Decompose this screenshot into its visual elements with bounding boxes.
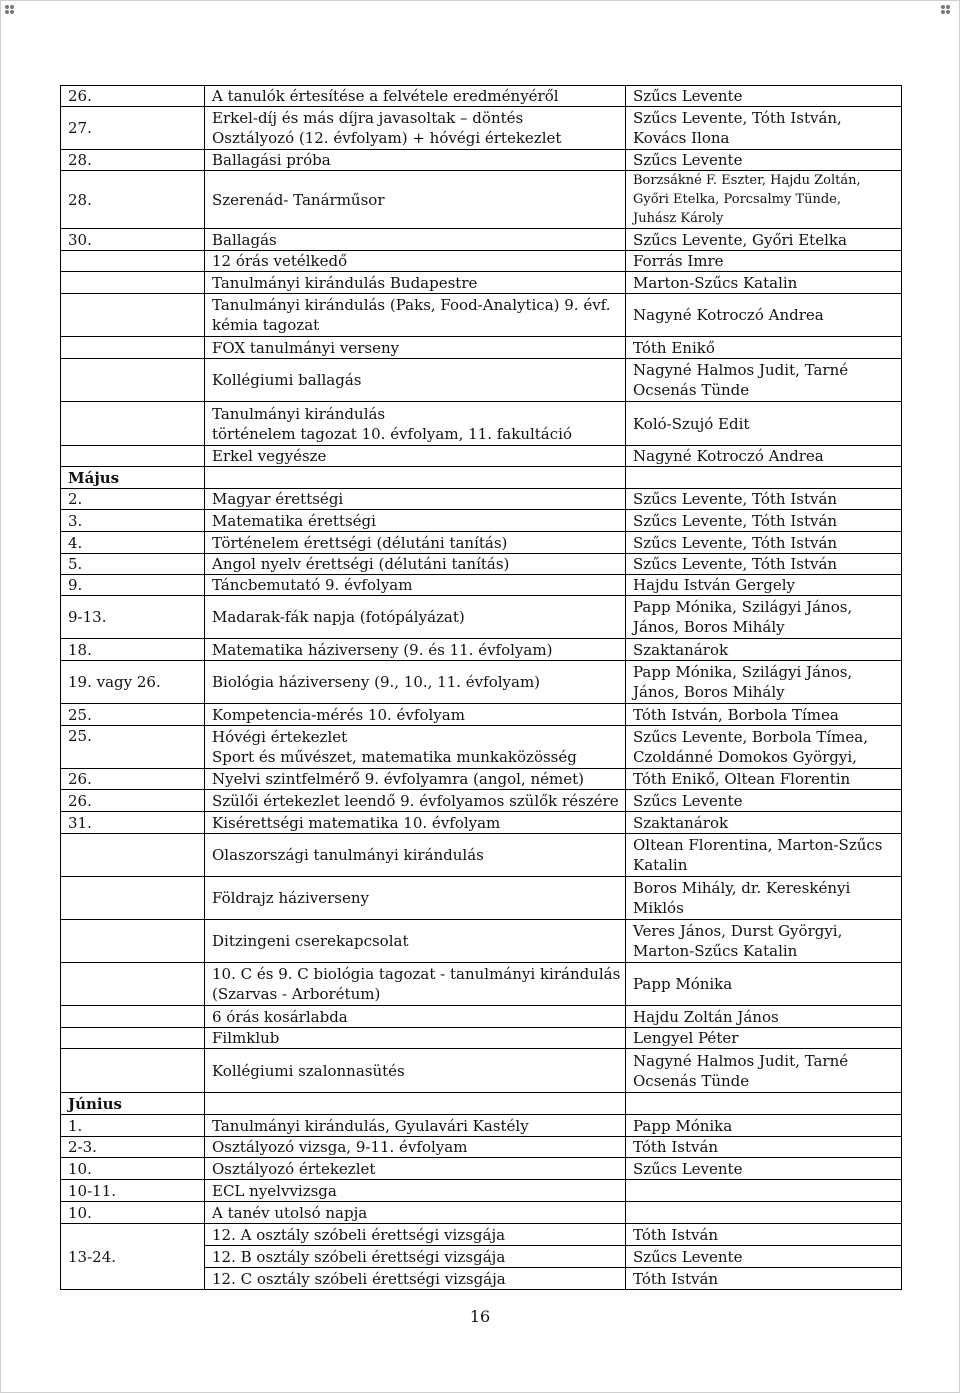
event-cell [205, 575, 626, 596]
responsible-cell [626, 86, 902, 107]
responsible-cell-line: Lengyel Péter [633, 1029, 739, 1047]
event-cell [205, 963, 626, 1006]
table-row [61, 171, 902, 229]
responsible-cell-line: Győri Etelka, Porcsalmy Tünde, [633, 192, 842, 207]
event-cell-line: Tanulmányi kirándulás Budapestre [212, 273, 478, 292]
responsible-cell-line: Szaktanárok [633, 813, 729, 832]
responsible-cell-line: Kovács Ilona [633, 129, 730, 147]
table-row [61, 359, 902, 402]
responsible-cell [626, 877, 902, 920]
responsible-cell [626, 532, 902, 554]
event-cell-line: ECL nyelvvizsga [212, 1181, 337, 1200]
table-row [61, 834, 902, 877]
responsible-cell-line: Hajdu István Gergely [633, 576, 795, 594]
responsible-cell [626, 446, 902, 467]
event-cell-line: Erkel vegyésze [212, 447, 327, 465]
responsible-cell-line: Papp Mónika, Szilágyi János, [633, 663, 853, 681]
responsible-cell-line: Veres János, Durst Györgyi, [633, 922, 843, 940]
table-row [61, 575, 902, 596]
event-cell [205, 1180, 626, 1202]
responsible-cell-line: Forrás Imre [633, 252, 724, 270]
responsible-cell [626, 1006, 902, 1028]
event-cell [205, 86, 626, 107]
responsible-cell [626, 920, 902, 963]
event-cell-line: Olaszországi tanulmányi kirándulás [212, 846, 484, 864]
date-cell: 28. [61, 171, 205, 229]
date-cell: 27. [61, 107, 205, 150]
date-cell [61, 251, 205, 272]
responsible-cell [626, 272, 902, 294]
responsible-cell-line: Miklós [633, 899, 684, 917]
responsible-cell-line: Szűcs Levente [633, 791, 743, 810]
event-cell-line: 10. C és 9. C biológia tagozat - tanulmányi kirándulás [212, 965, 621, 983]
responsible-cell [626, 790, 902, 812]
table-row [61, 532, 902, 554]
responsible-cell: Tóth István [626, 1224, 902, 1246]
responsible-cell-line: Papp Mónika [633, 1116, 733, 1135]
responsible-cell-line: Ocsenás Tünde [633, 381, 750, 399]
table-row [61, 1202, 902, 1224]
event-cell-line: Kollégiumi szalonnasütés [212, 1061, 405, 1080]
date-cell [61, 877, 205, 920]
corner-mark-icon [941, 5, 955, 19]
event-cell [205, 596, 626, 639]
event-cell [205, 402, 626, 446]
table-row [61, 661, 902, 704]
event-cell [205, 920, 626, 963]
event-cell [205, 769, 626, 790]
event-cell-line: Filmklub [212, 1029, 280, 1047]
responsible-cell-line: Szűcs Levente, Tóth István [633, 490, 838, 508]
table-row [61, 294, 902, 337]
table-row [61, 639, 902, 661]
event-cell [205, 489, 626, 510]
event-cell [205, 704, 626, 726]
table-row [61, 107, 902, 150]
event-cell [205, 150, 626, 171]
table-row [61, 812, 902, 834]
date-cell: 10. [61, 1202, 205, 1224]
event-cell-line: Szülői értekezlet leendő 9. évfolyamos szülők részére [212, 791, 619, 810]
event-cell-line: Magyar érettségi [212, 490, 344, 508]
date-cell: 26. [61, 86, 205, 107]
page-number: 16 [469, 1307, 491, 1326]
event-cell-line: Matematika háziverseny (9. és 11. évfolyam) [212, 640, 553, 659]
event-cell-line: A tanulók értesítése a felvétele eredményéről [212, 87, 559, 105]
responsible-cell-line: Nagyné Halmos Judit, Tarné [633, 1051, 849, 1070]
responsible-cell-line: Tóth Enikő [633, 338, 715, 357]
date-cell: 2-3. [61, 1137, 205, 1158]
event-cell [205, 1006, 626, 1028]
month-header-row [61, 1093, 902, 1115]
event-cell [205, 877, 626, 920]
event-cell-line: Madarak-fák napja (fotópályázat) [212, 608, 465, 626]
date-cell: 28. [61, 150, 205, 171]
date-cell [61, 272, 205, 294]
schedule-table-body [61, 86, 902, 1290]
date-cell: 13-24. [61, 1224, 205, 1290]
responsible-cell-line: János, Boros Mihály [633, 683, 785, 701]
responsible-cell [626, 1158, 902, 1180]
table-row [61, 920, 902, 963]
event-cell-line: Hóvégi értekezlet [212, 728, 348, 746]
table-row [61, 251, 902, 272]
responsible-cell-line: Szűcs Levente, Tóth István [633, 533, 838, 552]
responsible-cell: Szűcs Levente [626, 1246, 902, 1268]
date-cell: 10-11. [61, 1180, 205, 1202]
table-row [61, 402, 902, 446]
responsible-cell-line: Papp Mónika [633, 975, 733, 993]
event-cell: 12. C osztály szóbeli érettségi vizsgája [205, 1268, 626, 1290]
event-cell-line: Kollégiumi ballagás [212, 371, 362, 389]
event-cell-line: Szerenád- Tanárműsor [212, 190, 385, 209]
table-row [61, 963, 902, 1006]
responsible-cell [626, 251, 902, 272]
event-cell [205, 834, 626, 877]
table-row [61, 337, 902, 359]
responsible-cell [626, 1202, 902, 1224]
date-cell [61, 963, 205, 1006]
responsible-cell-line: Szűcs Levente [633, 151, 743, 169]
event-cell-line: Tanulmányi kirándulás [212, 404, 386, 423]
event-cell-line: Táncbemutató 9. évfolyam [212, 576, 413, 594]
empty-cell [626, 1093, 902, 1115]
empty-cell [205, 1093, 626, 1115]
responsible-cell-line: Tóth Enikő, Oltean Florentin [633, 770, 851, 788]
event-cell-line: történelem tagozat 10. évfolyam, 11. fakultáció [212, 424, 572, 443]
responsible-cell [626, 1028, 902, 1049]
empty-cell [626, 467, 902, 489]
event-cell-line: Ballagási próba [212, 151, 331, 169]
date-cell [61, 294, 205, 337]
responsible-cell-line: Koló-Szujó Edit [633, 414, 750, 433]
empty-cell [205, 467, 626, 489]
event-cell-line: Történelem érettségi (délutáni tanítás) [212, 533, 508, 552]
table-row [61, 489, 902, 510]
date-cell: 3. [61, 510, 205, 532]
event-cell-line: Osztályozó értekezlet [212, 1159, 376, 1178]
responsible-cell-line: Papp Mónika, Szilágyi János, [633, 598, 853, 616]
responsible-cell [626, 575, 902, 596]
responsible-cell-line: Marton-Szűcs Katalin [633, 942, 798, 960]
event-cell [205, 1202, 626, 1224]
month-header-row [61, 467, 902, 489]
table-row [61, 1158, 902, 1180]
responsible-cell-line: Czoldánné Domokos Györgyi, [633, 748, 857, 766]
schedule-table [60, 85, 902, 1290]
responsible-cell [626, 1137, 902, 1158]
responsible-cell [626, 294, 902, 337]
date-cell [61, 834, 205, 877]
event-cell [205, 639, 626, 661]
responsible-cell [626, 639, 902, 661]
date-cell [61, 446, 205, 467]
table-row [61, 726, 902, 769]
responsible-cell [626, 1115, 902, 1137]
table-row [61, 877, 902, 920]
table-row [61, 86, 902, 107]
date-cell [61, 1028, 205, 1049]
table-row [61, 596, 902, 639]
event-cell [205, 510, 626, 532]
event-cell-line: Osztályozó vizsga, 9-11. évfolyam [212, 1138, 468, 1156]
event-cell [205, 1049, 626, 1093]
responsible-cell-line: Szűcs Levente, Borbola Tímea, [633, 728, 868, 746]
responsible-cell-line: Nagyné Halmos Judit, Tarné [633, 361, 849, 379]
event-cell [205, 171, 626, 229]
event-cell-line: 6 órás kosárlabda [212, 1007, 348, 1026]
event-cell-line: A tanév utolsó napja [212, 1203, 368, 1222]
responsible-cell-line: Borzsákné F. Eszter, Hajdu Zoltán, [633, 173, 861, 188]
responsible-cell-line: Marton-Szűcs Katalin [633, 273, 798, 292]
responsible-cell-line: Szűcs Levente, Győri Etelka [633, 230, 847, 249]
date-cell [61, 920, 205, 963]
event-cell-line: FOX tanulmányi verseny [212, 338, 400, 357]
date-cell [61, 359, 205, 402]
responsible-cell-line: Tóth István [633, 1138, 719, 1156]
table-row [61, 769, 902, 790]
responsible-cell-line: Ocsenás Tünde [633, 1071, 750, 1090]
event-cell-line: kémia tagozat [212, 316, 320, 334]
event-cell [205, 1028, 626, 1049]
event-cell [205, 251, 626, 272]
event-cell [205, 812, 626, 834]
responsible-cell-line: Boros Mihály, dr. Kereskényi [633, 879, 851, 897]
table-row [61, 1137, 902, 1158]
date-cell: 1. [61, 1115, 205, 1137]
event-cell-line: Nyelvi szintfelmérő 9. évfolyamra (angol, német) [212, 770, 584, 788]
date-cell: 5. [61, 554, 205, 575]
responsible-cell [626, 704, 902, 726]
table-row [61, 1180, 902, 1202]
event-cell [205, 272, 626, 294]
event-cell-line: Ballagás [212, 230, 277, 249]
table-row [61, 272, 902, 294]
date-cell: 10. [61, 1158, 205, 1180]
table-row [61, 446, 902, 467]
event-cell-line: Tanulmányi kirándulás (Paks, Food-Analytica) 9. évf. [212, 296, 611, 314]
table-row [61, 150, 902, 171]
table-row [61, 1049, 902, 1093]
date-cell: 26. [61, 769, 205, 790]
responsible-cell [626, 510, 902, 532]
date-cell: 18. [61, 639, 205, 661]
event-cell [205, 532, 626, 554]
event-cell [205, 1115, 626, 1137]
responsible-cell [626, 489, 902, 510]
responsible-cell [626, 596, 902, 639]
event-cell [205, 661, 626, 704]
responsible-cell-line: Szűcs Levente [633, 87, 743, 105]
responsible-cell-line: Szűcs Levente, Tóth István [633, 511, 838, 530]
event-cell-line: (Szarvas - Arborétum) [212, 985, 381, 1003]
table-row [61, 1224, 902, 1246]
responsible-cell-line: Tóth István, Borbola Tímea [633, 705, 839, 724]
date-cell [61, 337, 205, 359]
event-cell [205, 554, 626, 575]
responsible-cell [626, 812, 902, 834]
table-row [61, 510, 902, 532]
date-cell: 9-13. [61, 596, 205, 639]
event-cell: 12. A osztály szóbeli érettségi vizsgája [205, 1224, 626, 1246]
event-cell-line: 12 órás vetélkedő [212, 252, 348, 270]
responsible-cell-line: Szűcs Levente, Tóth István [633, 555, 838, 573]
date-cell: 31. [61, 812, 205, 834]
responsible-cell [626, 229, 902, 251]
event-cell-line: Ditzingeni cserekapcsolat [212, 932, 409, 950]
event-cell [205, 1158, 626, 1180]
event-cell-line: Tanulmányi kirándulás, Gyulavári Kastély [212, 1116, 529, 1135]
responsible-cell-line: Szűcs Levente, Tóth István, [633, 109, 842, 127]
date-cell: 25. [61, 726, 205, 769]
date-cell: 2. [61, 489, 205, 510]
responsible-cell-line: János, Boros Mihály [633, 618, 785, 636]
responsible-cell-line: Katalin [633, 856, 688, 874]
responsible-cell [626, 769, 902, 790]
table-row [61, 1115, 902, 1137]
responsible-cell [626, 171, 902, 229]
event-cell-line: Matematika érettségi [212, 511, 376, 530]
event-cell-line: Kompetencia-mérés 10. évfolyam [212, 705, 465, 724]
responsible-cell [626, 834, 902, 877]
month-label: Június [61, 1093, 205, 1115]
responsible-cell [626, 726, 902, 769]
corner-mark-icon [5, 5, 19, 19]
month-label: Május [61, 467, 205, 489]
responsible-cell-line: Oltean Florentina, Marton-Szűcs [633, 836, 883, 854]
responsible-cell [626, 150, 902, 171]
responsible-cell-line: Szűcs Levente [633, 1159, 743, 1178]
event-cell [205, 107, 626, 150]
table-row [61, 704, 902, 726]
table-row [61, 229, 902, 251]
event-cell-line: Biológia háziverseny (9., 10., 11. évfolyam) [212, 673, 541, 691]
event-cell [205, 446, 626, 467]
table-row [61, 554, 902, 575]
responsible-cell [626, 337, 902, 359]
table-row [61, 790, 902, 812]
date-cell: 19. vagy 26. [61, 661, 205, 704]
responsible-cell [626, 107, 902, 150]
event-cell: 12. B osztály szóbeli érettségi vizsgája [205, 1246, 626, 1268]
event-cell [205, 1137, 626, 1158]
responsible-cell-line: Szaktanárok [633, 640, 729, 659]
event-cell [205, 359, 626, 402]
responsible-cell: Tóth István [626, 1268, 902, 1290]
responsible-cell [626, 1049, 902, 1093]
event-cell-line: Erkel-díj és más díjra javasoltak – döntés [212, 109, 524, 127]
responsible-cell [626, 359, 902, 402]
responsible-cell-line: Hajdu Zoltán János [633, 1007, 779, 1026]
table-row [61, 1028, 902, 1049]
event-cell-line: Kisérettségi matematika 10. évfolyam [212, 813, 501, 832]
date-cell [61, 1049, 205, 1093]
responsible-cell [626, 963, 902, 1006]
event-cell-line: Angol nyelv érettségi (délutáni tanítás) [212, 555, 510, 573]
responsible-cell-line: Nagyné Kotroczó Andrea [633, 447, 824, 465]
date-cell [61, 402, 205, 446]
date-cell: 9. [61, 575, 205, 596]
responsible-cell-line: Nagyné Kotroczó Andrea [633, 306, 824, 324]
date-cell: 4. [61, 532, 205, 554]
date-cell [61, 1006, 205, 1028]
event-cell [205, 726, 626, 769]
table-row [61, 1006, 902, 1028]
responsible-cell [626, 554, 902, 575]
event-cell [205, 790, 626, 812]
responsible-cell [626, 402, 902, 446]
date-cell: 25. [61, 704, 205, 726]
event-cell-line: Osztályozó (12. évfolyam) + hóvégi értekezlet [212, 129, 562, 147]
event-cell [205, 229, 626, 251]
date-cell: 30. [61, 229, 205, 251]
responsible-cell [626, 1180, 902, 1202]
date-cell: 26. [61, 790, 205, 812]
event-cell-line: Földrajz háziverseny [212, 889, 369, 907]
event-cell [205, 294, 626, 337]
event-cell-line: Sport és művészet, matematika munkaközösség [212, 748, 577, 766]
responsible-cell [626, 661, 902, 704]
responsible-cell-line: Juhász Károly [633, 211, 724, 226]
event-cell [205, 337, 626, 359]
